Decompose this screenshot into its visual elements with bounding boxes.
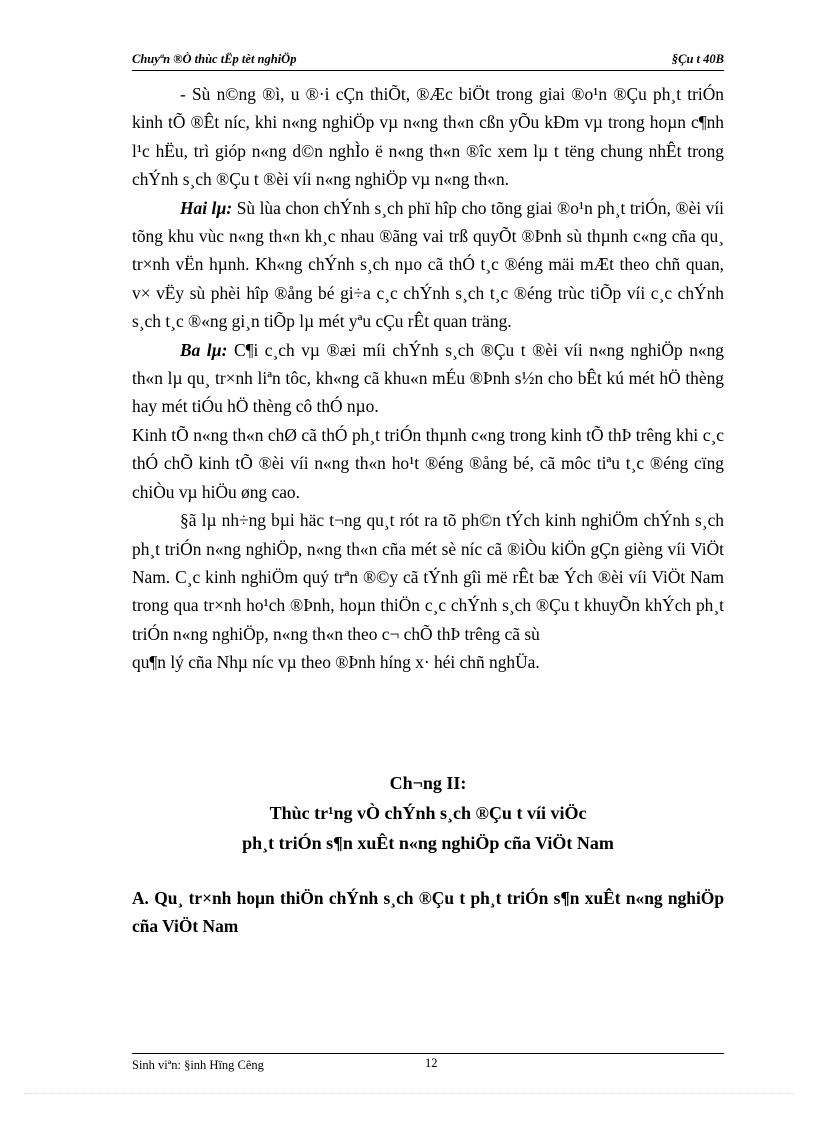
chapter-heading bbox=[132, 768, 724, 858]
header-document-title: Chuyªn ®Ò thùc tËp tèt nghiÖp bbox=[132, 52, 297, 66]
paragraph-lessons: §ã lµ nh÷ng bµi häc t¬ng qu¸t rót ra tõ ph©n tÝch kinh nghiÖm chÝnh s¸ch ph¸t triÓn n«ng nghiÖp, n«ng th«n cña mét sè níc cã ®iÒu kiÖn gÇn gièng víi ViÖt Nam. C¸c kinh nghiÖm quý trªn ®©y cã tÝnh gîi më rÊt bæ Ých ®èi víi ViÖt Nam trong qua tr×nh ho¹ch ®Þnh, hoµn thiÖn c¸c chÝnh s¸ch ®Çu t khuyÕn khÝch ph¸t triÓn n«ng nghiÖp, n«ng th«n theo c¬ chÕ thÞ trêng cã sù bbox=[132, 510, 724, 644]
chapter-title-line-2: ph¸t triÓn s¶n xuÊt n«ng nghiÖp cña ViÖt Nam bbox=[242, 833, 614, 853]
page-number: 12 bbox=[425, 1056, 438, 1070]
section-heading: A. Qu¸ tr×nh hoµn thiÖn chÝnh s¸ch ®Çu t ph¸t triÓn s¶n xuÊt n«ng nghiÖp cña ViÖt Nam bbox=[132, 888, 724, 937]
lead-second: Hai lµ: bbox=[180, 197, 233, 218]
page-footer bbox=[132, 1053, 724, 1074]
paragraph-third-point bbox=[132, 336, 724, 421]
footer-author: Sinh viªn: §inh Hïng Cêng bbox=[132, 1058, 264, 1072]
page-header bbox=[132, 48, 724, 71]
paragraph-second-point bbox=[132, 194, 724, 336]
page-edge-divider bbox=[24, 1093, 794, 1094]
paragraph-rural-economy: Kinh tÕ n«ng th«n chØ cã thÓ ph¸t triÓn thµnh c«ng trong kinh tÕ thÞ trêng khi c¸c thÓ chÕ kinh tÕ ®èi víi n«ng th«n ho¹t ®éng ®ång bé, cã môc tiªu t¸c ®éng cïng chiÒu vµ hiÖu øng cao. bbox=[132, 424, 724, 502]
header-class-label: §Çu t 40B bbox=[671, 52, 724, 66]
paragraph-second-text: Sù lùa chon chÝnh s¸ch phï hîp cho tõng giai ®o¹n ph¸t triÓn, ®èi víi tõng khu vùc n«ng th«n kh¸c nhau ®ãng vai trß quyÕt ®Þnh sù thµnh c«ng cña qu¸ tr×nh vËn hµnh. Kh«ng chÝnh s¸ch nµo cã thÓ t¸c ®éng mäi mÆt theo chñ quan, v× vËy sù phèi hîp ®ång bé gi÷a c¸c chÝnh s¸ch t¸c ®éng trùc tiÕp víi c¸c chÝnh s¸ch t¸c ®«ng gi¸n tiÕp lµ mét yªu cÇu rÊt quan träng. bbox=[132, 197, 725, 332]
paragraph-third-text: C¶i c¸ch vµ ®æi míi chÝnh s¸ch ®Çu t ®èi víi n«ng nghiÖp n«ng th«n lµ qu¸ tr×nh liªn tôc, kh«ng cã khu«n mÉu ®Þnh s½n cho bÊt kú mét hÖ thèng hay mét tiÓu hÖ thèng cô thÓ nµo. bbox=[132, 339, 724, 417]
lead-third: Ba lµ: bbox=[180, 339, 228, 360]
chapter-title-line-1: Thùc tr¹ng vÒ chÝnh s¸ch ®Çu t víi viÖc bbox=[269, 803, 587, 823]
paragraph-support: - Sù n©ng ®ì, u ®·i cÇn thiÕt, ®Æc biÖt trong giai ®o¹n ®Çu ph¸t triÓn kinh tÕ ®Êt níc, khi n«ng nghiÖp vµ n«ng th«n cßn yÕu kÐm vµ trong hoµn c¶nh l¹c hËu, trì gióp n«ng d©n nghÌo ë n«ng th«n ®îc xem lµ t tëng chung nhÊt trong chÝnh s¸ch ®Çu t ®èi víi n«ng nghiÖp vµ n«ng th«n. bbox=[132, 84, 724, 190]
body-text bbox=[132, 80, 724, 677]
chapter-number: Ch¬ng II: bbox=[389, 773, 467, 793]
paragraph-lessons-end: qu¶n lý cña Nhµ níc vµ theo ®Þnh híng x· héi chñ nghÜa. bbox=[132, 652, 540, 673]
